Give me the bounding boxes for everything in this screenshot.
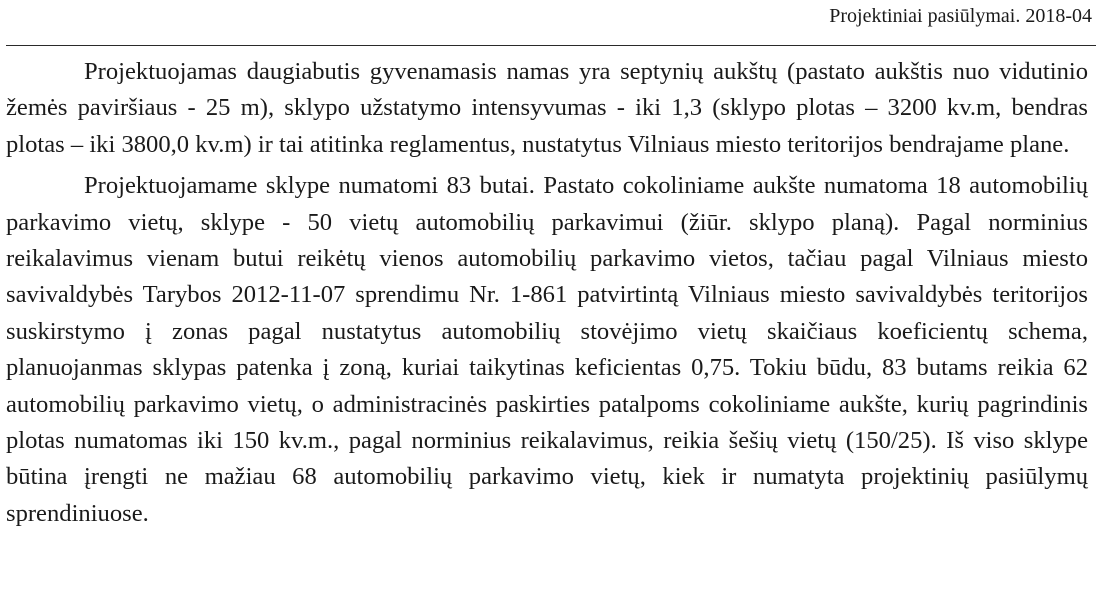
document-body — [6, 54, 1088, 532]
paragraph-building-parameters: Projektuojamas daugiabutis gyvenamasis namas yra septynių aukštų (pastato aukštis nuo vidutinio žemės paviršiaus - 25 m), sklypo užstatymo intensyvumas - iki 1,3 (sklypo plotas – 3200 kv.m, bendras plotas – iki 3800,0 kv.m) ir tai atitinka reglamentus, nustatytus Vilniaus miesto teritorijos bendrajame plane. — [6, 58, 1088, 158]
running-header: Projektiniai pasiūlymai. 2018-04 — [829, 5, 1092, 27]
header-rule — [6, 45, 1096, 46]
paragraph-parking: Projektuojamame sklype numatomi 83 butai. Pastato cokoliniame aukšte numatoma 18 automobilių parkavimo vietų, sklype - 50 vietų automobilių parkavimui (žiūr. sklypo planą). Pagal norminius reikalavimus vienam butui reikėtų vienos automobilių parkavimo vietos, tačiau pagal Vilniaus miesto savivaldybės Tarybos 2012-11-07 sprendimu Nr. 1-861 patvirtintą Vilniaus miesto savivaldybės teritorijos suskirstymo į zonas pagal nustatytus automobilių stovėjimo vietų skaičiaus koeficientų schema, planuojanmas sklypas patenka į zoną, kuriai taikytinas keficientas 0,75. Tokiu būdu, 83 butams reikia 62 automobilių parkavimo vietų, o administracinės paskirties patalpoms cokoliniame aukšte, kurių pagrindinis plotas numatomas iki 150 kv.m., pagal norminius reikalavimus, reikia šešių vietų (150/25). Iš viso sklype būtina įrengti ne mažiau 68 automobilių parkavimo vietų, kiek ir numatyta projektinių pasiūlymų sprendiniuose. — [6, 172, 1088, 527]
